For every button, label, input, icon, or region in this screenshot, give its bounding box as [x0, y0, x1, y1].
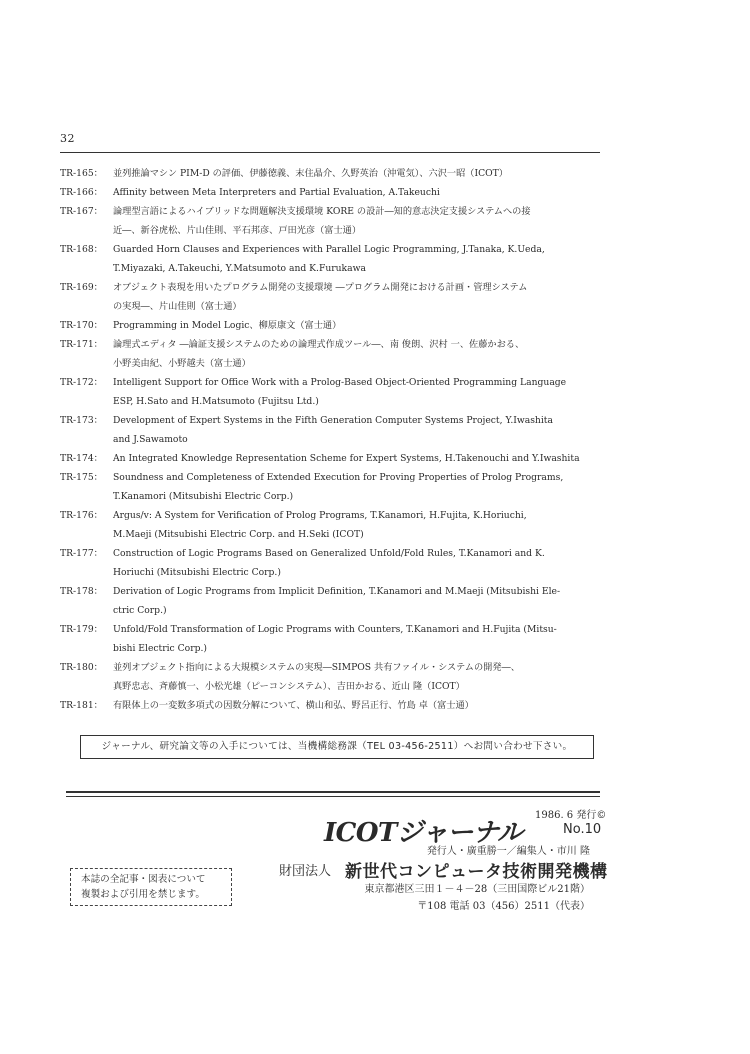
tr-citation-line: T.Kanamori (Mitsubishi Electric Corp.): [113, 491, 294, 502]
address: 東京都港区三田１－４－28（三田国際ビル21階）: [364, 884, 590, 895]
tr-number: TR-168：: [60, 244, 103, 255]
tr-citation-line: Argus/v: A System for Verification of Prolog Programs, T.Kanamori, H.Fujita, K.Horiuchi,: [113, 510, 527, 521]
tr-citation-line: An Integrated Knowledge Representation Scheme for Expert Systems, H.Takenouchi and Y.Iwashita: [113, 453, 580, 464]
tr-entry: [60, 164, 600, 183]
tr-entry: [60, 582, 600, 620]
tr-citation: [113, 202, 600, 240]
tr-citation-line: Intelligent Support for Office Work with a Prolog-Based Object-Oriented Programming Language: [113, 377, 567, 388]
tr-citation-line: Horiuchi (Mitsubishi Electric Corp.): [113, 567, 281, 578]
tr-entry: [60, 544, 600, 582]
tr-citation-line: M.Maeji (Mitsubishi Electric Corp. and H.Seki (ICOT): [113, 529, 364, 540]
tr-citation-line: 論理式エディタ ―論証支援システムのための論理式作成ツール―、南 俊朗、沢村 一、佐藤かおる、: [113, 339, 525, 350]
tr-citation-line: 真野忠志、斉藤慎一、小松光雄（ピーコンシステム）、吉田かおる、近山 隆（ICOT）: [113, 681, 465, 692]
publisher-editor: 発行人・廣重勝一／編集人・市川 隆: [426, 846, 590, 857]
tr-citation: [113, 658, 600, 696]
tr-citation-line: ESP, H.Sato and H.Matsumoto (Fujitsu Ltd.): [113, 396, 319, 407]
tr-citation-line: Soundness and Completeness of Extended Execution for Proving Properties of Prolog Programs,: [113, 472, 564, 483]
org-prefix: 財団法人: [279, 864, 332, 879]
tr-citation-line: bishi Electric Corp.): [113, 643, 207, 654]
tr-citation: [113, 411, 600, 449]
tr-number: TR-178：: [60, 586, 103, 597]
tr-number: TR-181：: [60, 700, 103, 711]
tr-citation-line: 並列推論マシン PIM-D の評価、伊藤徳義、末住晶介、久野英治（沖電気）、六沢一昭（ICOT）: [113, 168, 508, 179]
tr-entry: [60, 620, 600, 658]
tr-entry: [60, 696, 600, 715]
tr-number: TR-173：: [60, 415, 103, 426]
tr-number: TR-175：: [60, 472, 103, 483]
tr-citation-line: 並列オブジェクト指向による大規模システムの実現―SIMPOS 共有ファイル・システムの開発―、: [113, 662, 520, 673]
copyright-line: 本誌の全記事・図表について: [81, 874, 206, 885]
tr-citation-line: 小野美由紀、小野越夫（富士通）: [113, 358, 251, 369]
tr-number: TR-166：: [60, 187, 103, 198]
tr-citation-line: 論理型言語によるハイブリッドな問題解決支援環境 KORE の設計―知的意志決定支援システムへの接: [113, 206, 531, 217]
technical-report-list: [60, 164, 600, 715]
tr-number: TR-180：: [60, 662, 103, 673]
organization-name: 新世代コンピュータ技術開発機構: [345, 862, 608, 882]
phone-number: 〒108 電話 03（456）2511（代表）: [417, 901, 590, 912]
tr-citation-line: Affinity between Meta Interpreters and Partial Evaluation, A.Takeuchi: [113, 187, 440, 198]
tr-citation-line: オブジェクト表現を用いたプログラム開発の支援環境 ―プログラム開発における計画・管理システム: [113, 282, 528, 293]
colophon-rule-thick: [66, 791, 600, 793]
tr-citation: [113, 335, 600, 373]
tr-citation: [113, 183, 600, 202]
tr-number: TR-172：: [60, 377, 103, 388]
colophon-rule-thin: [66, 796, 600, 797]
tr-entry: [60, 411, 600, 449]
tr-entry: [60, 278, 600, 316]
tr-citation-line: Programming in Model Logic、柳原康文（富士通）: [113, 320, 342, 331]
tr-entry: [60, 335, 600, 373]
tr-citation-line: Unfold/Fold Transformation of Logic Programs with Counters, T.Kanamori and H.Fujita (Mitsu-: [113, 624, 557, 635]
tr-entry: [60, 240, 600, 278]
tr-citation: [113, 506, 600, 544]
tr-citation: [113, 373, 600, 411]
issue-date: 1986. 6 発行©: [535, 810, 607, 821]
copyright-notice: [70, 868, 232, 906]
tr-citation-line: Guarded Horn Clauses and Experiences with Parallel Logic Programming, J.Tanaka, K.Ueda,: [113, 244, 545, 255]
tr-citation: [113, 240, 600, 278]
tr-entry: [60, 316, 600, 335]
tr-citation-line: 有限体上の一変数多項式の因数分解について、横山和弘、野呂正行、竹島 卓（富士通）: [113, 700, 474, 711]
tr-number: TR-167：: [60, 206, 103, 217]
tr-citation: [113, 544, 600, 582]
tr-citation: [113, 468, 600, 506]
inquiry-notice: ジャーナル、研究論文等の入手については、当機構総務課（TEL 03-456-2511）へお問い合わせ下さい。: [80, 735, 594, 759]
tr-entry: [60, 468, 600, 506]
tr-number: TR-174：: [60, 453, 103, 464]
tr-entry: [60, 202, 600, 240]
tr-number: TR-169：: [60, 282, 103, 293]
copyright-line: 複製および引用を禁じます。: [81, 889, 205, 900]
tr-citation-line: Construction of Logic Programs Based on Generalized Unfold/Fold Rules, T.Kanamori and K.: [113, 548, 545, 559]
tr-citation-line: and J.Sawamoto: [113, 434, 188, 445]
tr-citation-line: Derivation of Logic Programs from Implicit Definition, T.Kanamori and M.Maeji (Mitsubishi Ele-: [113, 586, 561, 597]
tr-entry: [60, 183, 600, 202]
issue-number: No.10: [563, 822, 602, 837]
tr-citation-line: 近―、新谷虎松、片山佳則、平石邦彦、戸田光彦（富士通）: [113, 225, 362, 236]
tr-number: TR-165：: [60, 168, 103, 179]
page-number: 32: [60, 132, 75, 145]
tr-entry: [60, 449, 600, 468]
tr-citation-line: の実現―、片山佳則（富士通）: [113, 301, 242, 312]
tr-citation: [113, 278, 600, 316]
tr-entry: [60, 373, 600, 411]
tr-citation: [113, 164, 600, 183]
tr-citation-line: ctric Corp.): [113, 605, 167, 616]
tr-entry: [60, 506, 600, 544]
tr-citation: [113, 696, 600, 715]
tr-number: TR-171：: [60, 339, 103, 350]
tr-number: TR-179：: [60, 624, 103, 635]
tr-number: TR-176：: [60, 510, 103, 521]
tr-citation-line: Development of Expert Systems in the Fifth Generation Computer Systems Project, Y.Iwashita: [113, 415, 553, 426]
tr-citation: [113, 582, 600, 620]
header-rule: [60, 152, 600, 153]
tr-citation-line: T.Miyazaki, A.Takeuchi, Y.Matsumoto and K.Furukawa: [113, 263, 366, 274]
tr-citation: [113, 620, 600, 658]
tr-number: TR-170：: [60, 320, 103, 331]
tr-entry: [60, 658, 600, 696]
journal-title: ICOTジャーナル: [324, 818, 523, 848]
tr-number: TR-177：: [60, 548, 103, 559]
tr-citation: [113, 316, 600, 335]
tr-citation: [113, 449, 600, 468]
